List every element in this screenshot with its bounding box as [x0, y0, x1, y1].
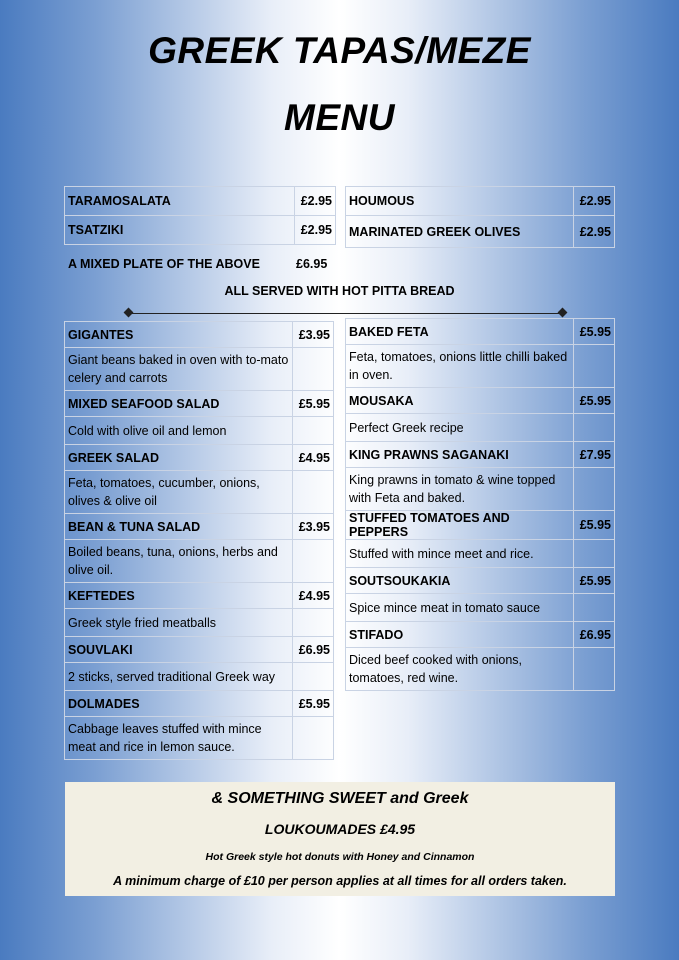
left-dishes-table — [64, 321, 334, 760]
dish-price: £6.95 — [293, 637, 334, 663]
dish-row — [346, 622, 615, 648]
dish-price: £4.95 — [293, 445, 334, 471]
dish-row — [65, 583, 334, 609]
dish-name: BAKED FETA — [346, 319, 574, 345]
dish-price: £5.95 — [574, 388, 615, 414]
dip-row — [346, 216, 615, 248]
dessert-description: Hot Greek style hot donuts with Honey and Cinnamon — [205, 851, 475, 863]
dish-row — [346, 319, 615, 345]
dish-row — [346, 511, 615, 540]
dips-right-table — [345, 186, 615, 248]
dish-name: KING PRAWNS SAGANAKI — [346, 442, 574, 468]
dips-left-table — [64, 186, 336, 245]
dish-desc-row — [346, 345, 615, 388]
dish-name: GREEK SALAD — [65, 445, 293, 471]
minimum-charge-note: A minimum charge of £10 per person applies at all times for all orders taken. — [113, 874, 567, 888]
dish-desc-row — [65, 540, 334, 583]
dish-row — [346, 568, 615, 594]
dish-name: BEAN & TUNA SALAD — [65, 514, 293, 540]
dish-desc-row — [65, 471, 334, 514]
dish-price: £5.95 — [293, 691, 334, 717]
dish-desc-row — [346, 648, 615, 691]
dip-row — [346, 187, 615, 216]
dessert-heading: & SOMETHING SWEET and Greek — [211, 790, 469, 807]
divider-line — [128, 313, 563, 314]
dessert-box — [65, 782, 615, 896]
divider-diamond-right — [558, 308, 568, 318]
dish-price: £4.95 — [293, 583, 334, 609]
dish-description: Perfect Greek recipe — [346, 414, 574, 442]
divider-diamond-left — [124, 308, 134, 318]
dish-row — [65, 637, 334, 663]
dish-name: KEFTEDES — [65, 583, 293, 609]
dish-name: MOUSAKA — [346, 388, 574, 414]
dish-row — [65, 691, 334, 717]
dish-price: £5.95 — [293, 391, 334, 417]
dish-desc-row — [346, 414, 615, 442]
dish-price: £5.95 — [574, 568, 615, 594]
dish-desc-row — [346, 594, 615, 622]
dish-description: Feta, tomatoes, onions little chilli baked in oven. — [346, 345, 574, 388]
dish-row — [346, 442, 615, 468]
dish-row — [65, 322, 334, 348]
dish-row — [346, 388, 615, 414]
dish-description: Boiled beans, tuna, onions, herbs and olive oil. — [65, 540, 293, 583]
dish-price: £3.95 — [293, 514, 334, 540]
mixed-plate-label: A MIXED PLATE OF THE ABOVE — [68, 257, 260, 271]
menu-title: GREEK TAPAS/MEZE — [148, 30, 531, 71]
dish-name: STIFADO — [346, 622, 574, 648]
dish-price: £5.95 — [574, 511, 615, 540]
dip-price: £2.95 — [574, 216, 615, 248]
dish-description: 2 sticks, served traditional Greek way — [65, 663, 293, 691]
dish-desc-row — [65, 609, 334, 637]
dish-price: £5.95 — [574, 319, 615, 345]
dip-name: MARINATED GREEK OLIVES — [346, 216, 574, 248]
dish-desc-row — [346, 468, 615, 511]
dish-name: SOUVLAKI — [65, 637, 293, 663]
dish-row — [65, 391, 334, 417]
dish-desc-row — [65, 417, 334, 445]
mixed-plate-price: £6.95 — [296, 257, 328, 271]
dish-description: King prawns in tomato & wine topped with Feta and baked. — [346, 468, 574, 511]
dessert-item: LOUKOUMADES £4.95 — [264, 821, 416, 837]
dip-row — [65, 216, 336, 245]
dip-name: TSATZIKI — [65, 216, 295, 245]
dish-name: GIGANTES — [65, 322, 293, 348]
dish-name: DOLMADES — [65, 691, 293, 717]
dish-desc-row — [65, 663, 334, 691]
dish-description: Spice mince meat in tomato sauce — [346, 594, 574, 622]
dip-price: £2.95 — [295, 216, 336, 245]
dish-desc-row — [65, 717, 334, 760]
pitta-note: ALL SERVED WITH HOT PITTA BREAD — [224, 284, 455, 298]
dish-price: £7.95 — [574, 442, 615, 468]
dip-row — [65, 187, 336, 216]
dish-desc-row — [65, 348, 334, 391]
dish-row — [65, 445, 334, 471]
right-dishes-table — [345, 318, 615, 691]
dish-name: STUFFED TOMATOES AND PEPPERS — [346, 511, 574, 540]
dish-name: MIXED SEAFOOD SALAD — [65, 391, 293, 417]
dish-description: Diced beef cooked with onions, tomatoes, red wine. — [346, 648, 574, 691]
dish-description: Cabbage leaves stuffed with mince meat and rice in lemon sauce. — [65, 717, 293, 760]
dish-description: Giant beans baked in oven with to-mato celery and carrots — [65, 348, 293, 391]
dip-price: £2.95 — [295, 187, 336, 216]
dish-description: Greek style fried meatballs — [65, 609, 293, 637]
dish-description: Feta, tomatoes, cucumber, onions, olives & olive oil — [65, 471, 293, 514]
dish-description: Cold with olive oil and lemon — [65, 417, 293, 445]
dish-price: £3.95 — [293, 322, 334, 348]
dip-name: TARAMOSALATA — [65, 187, 295, 216]
dish-desc-row — [346, 540, 615, 568]
dip-name: HOUMOUS — [346, 187, 574, 216]
menu-subtitle: MENU — [284, 97, 395, 138]
dish-row — [65, 514, 334, 540]
dish-name: SOUTSOUKAKIA — [346, 568, 574, 594]
dish-price: £6.95 — [574, 622, 615, 648]
dip-price: £2.95 — [574, 187, 615, 216]
dish-description: Stuffed with mince meet and rice. — [346, 540, 574, 568]
